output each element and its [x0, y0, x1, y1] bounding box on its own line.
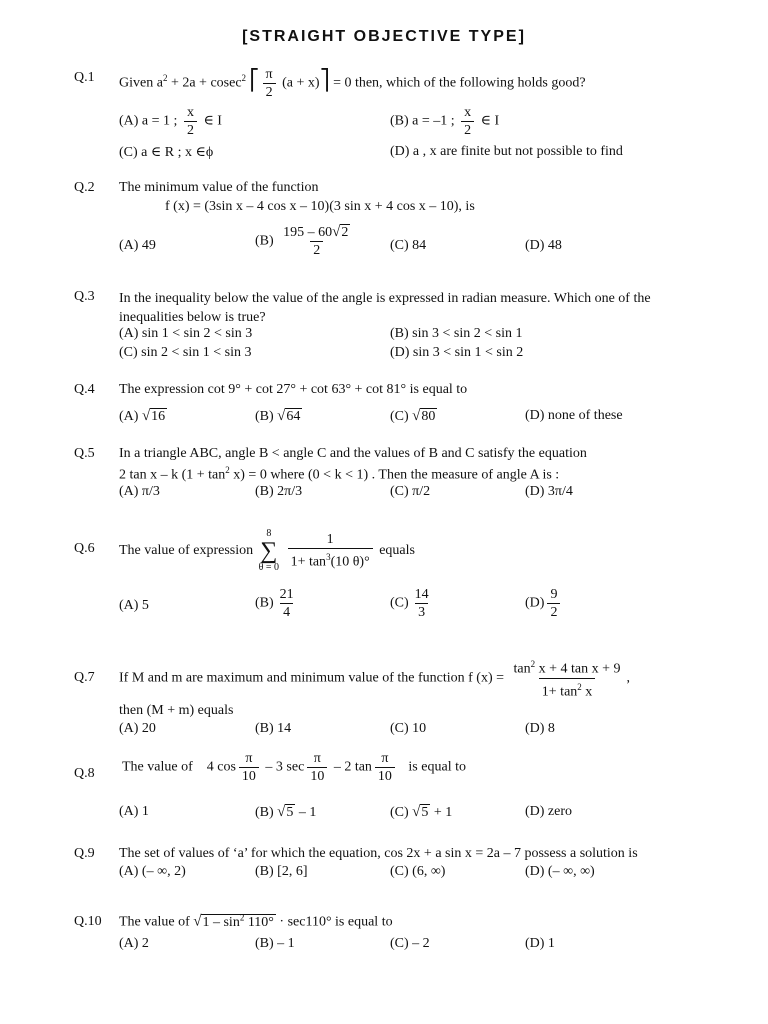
- summation: 8 ∑ θ = 0: [258, 528, 280, 573]
- section-title: [STRAIGHT OBJECTIVE TYPE]: [242, 28, 526, 45]
- question-number: Q.7: [74, 670, 95, 685]
- option-d[interactable]: (D) 8: [525, 721, 555, 736]
- fraction: $\frac{\pi}{2}$: [263, 66, 276, 101]
- question-number: Q.9: [74, 846, 95, 861]
- option-c[interactable]: (C) (6, ∞): [390, 864, 446, 879]
- option-c[interactable]: (C) 84: [390, 238, 427, 253]
- option-c[interactable]: (C) sin 2 < sin 1 < sin 3: [119, 345, 252, 360]
- option-d[interactable]: (D) zero: [525, 804, 573, 819]
- option-a[interactable]: (A) 49: [119, 238, 156, 253]
- question-number: Q.8: [74, 766, 95, 781]
- question-number: Q.6: [74, 541, 95, 556]
- question-stem: Given $a^2 + 2a + cosec^2$ ⎡ $\frac{\pi}{2}$ (a + x)⎤ = 0 then, which of the following holds good?: [119, 67, 586, 100]
- option-a[interactable]: (A) π/3: [119, 484, 160, 499]
- option-a[interactable]: (A) 20: [119, 721, 156, 736]
- option-b[interactable]: (B) 14: [255, 721, 292, 736]
- question-number: Q.10: [74, 914, 102, 929]
- option-c[interactable]: (C) – 2: [390, 936, 430, 951]
- option-b[interactable]: (B) sin 3 < sin 2 < sin 1: [390, 326, 523, 341]
- option-c[interactable]: (C) 10: [390, 721, 427, 736]
- option-c[interactable]: (C) $\frac{14}{3}$: [390, 587, 429, 620]
- question-stem: The set of values of ‘a’ for which the equation, cos 2x + a sin x = 2a – 7 possess a solution is: [119, 846, 638, 861]
- question-number: Q.1: [74, 70, 95, 85]
- option-b[interactable]: (B) $\frac{21}{4}$: [255, 587, 294, 620]
- option-d[interactable]: (D) 1: [525, 936, 555, 951]
- option-a[interactable]: (A) 1: [119, 804, 149, 819]
- bracket-right: ⎤: [319, 69, 330, 92]
- question-number: Q.4: [74, 382, 95, 397]
- question-stem: In the inequality below the value of the angle is expressed in radian measure. Which one of the inequalities below is true?: [119, 291, 651, 325]
- question-number: Q.3: [74, 289, 95, 304]
- option-a[interactable]: (A) sin 1 < sin 2 < sin 3: [119, 326, 253, 341]
- question-stem: The expression cot 9° + cot 27° + cot 63° + cot 81° is equal to: [119, 382, 468, 397]
- option-b[interactable]: (B) a = –1 ; $\frac{x}{2}$ ∈ I: [390, 105, 500, 138]
- question-stem: The value of 4 cos $\frac{\pi}{10}$ – 3 sec $\frac{\pi}{10}$ – 2 tan $\frac{\pi}{10}$ is equal to: [122, 751, 466, 784]
- option-a[interactable]: (A) 5: [119, 598, 149, 613]
- option-c[interactable]: (C) √80: [390, 408, 436, 424]
- option-d[interactable]: (D) 3π/4: [525, 484, 573, 499]
- question-stem: The value of expression 8 ∑ θ = 0 $\frac{1}{1+ \tan^3(10 \theta)^\circ}$ equals: [119, 528, 415, 573]
- question-stem: The value of $√1 - \sin^2 110^\circ \cdot \sec 110^\circ$ is equal to: [119, 912, 393, 930]
- option-d[interactable]: (D) 48: [525, 238, 562, 253]
- option-a[interactable]: (A) a = 1 ; $\frac{x}{2}$ ∈ I: [119, 105, 222, 138]
- question-stem: The minimum value of the function: [119, 180, 319, 195]
- question-number: Q.5: [74, 446, 95, 461]
- option-b[interactable]: (B) – 1: [255, 936, 295, 951]
- bracket-left: ⎡: [249, 69, 260, 92]
- option-a[interactable]: (A) √16: [119, 408, 166, 424]
- option-c[interactable]: (C) √5 + 1: [390, 804, 453, 820]
- function-expression: f (x) = (3sin x – 4 cos x – 10)(3 sin x + 4 cos x – 10), is: [165, 199, 475, 214]
- question-stem-continued: then (M + m) equals: [119, 703, 234, 718]
- option-b[interactable]: (B) √5 – 1: [255, 804, 317, 820]
- option-d[interactable]: (D) (– ∞, ∞): [525, 864, 595, 879]
- option-d[interactable]: (D) $\frac{9}{2}$: [525, 586, 563, 621]
- option-d[interactable]: (D) sin 3 < sin 1 < sin 2: [390, 345, 524, 360]
- option-b[interactable]: (B) √64: [255, 408, 301, 424]
- option-b[interactable]: (B) [2, 6]: [255, 864, 308, 879]
- option-b[interactable]: (B) $\frac{195 - 60√2}{2}$: [255, 224, 349, 258]
- option-c[interactable]: (C) a ∈ R ; x ∈ϕ: [119, 145, 214, 160]
- option-a[interactable]: (A) 2: [119, 936, 149, 951]
- equation-line: 2 tan x – k $(1 + \tan^2 x) = 0$ where (0 < k < 1) . Then the measure of angle A is :: [119, 465, 560, 483]
- option-a[interactable]: (A) (– ∞, 2): [119, 864, 186, 879]
- option-c[interactable]: (C) π/2: [390, 484, 431, 499]
- option-d[interactable]: (D) none of these: [525, 408, 623, 423]
- question-number: Q.2: [74, 180, 95, 195]
- question-stem: In a triangle ABC, angle B < angle C and the values of B and C satisfy the equation: [119, 446, 587, 461]
- question-stem: If M and m are maximum and minimum value of the function f (x) = $\frac{\tan^2 x + 4 \tan x + 9}{1+ \tan^2 x}$ ,: [119, 659, 631, 700]
- option-b[interactable]: (B) 2π/3: [255, 484, 303, 499]
- option-d[interactable]: (D) a , x are finite but not possible to find: [390, 144, 623, 159]
